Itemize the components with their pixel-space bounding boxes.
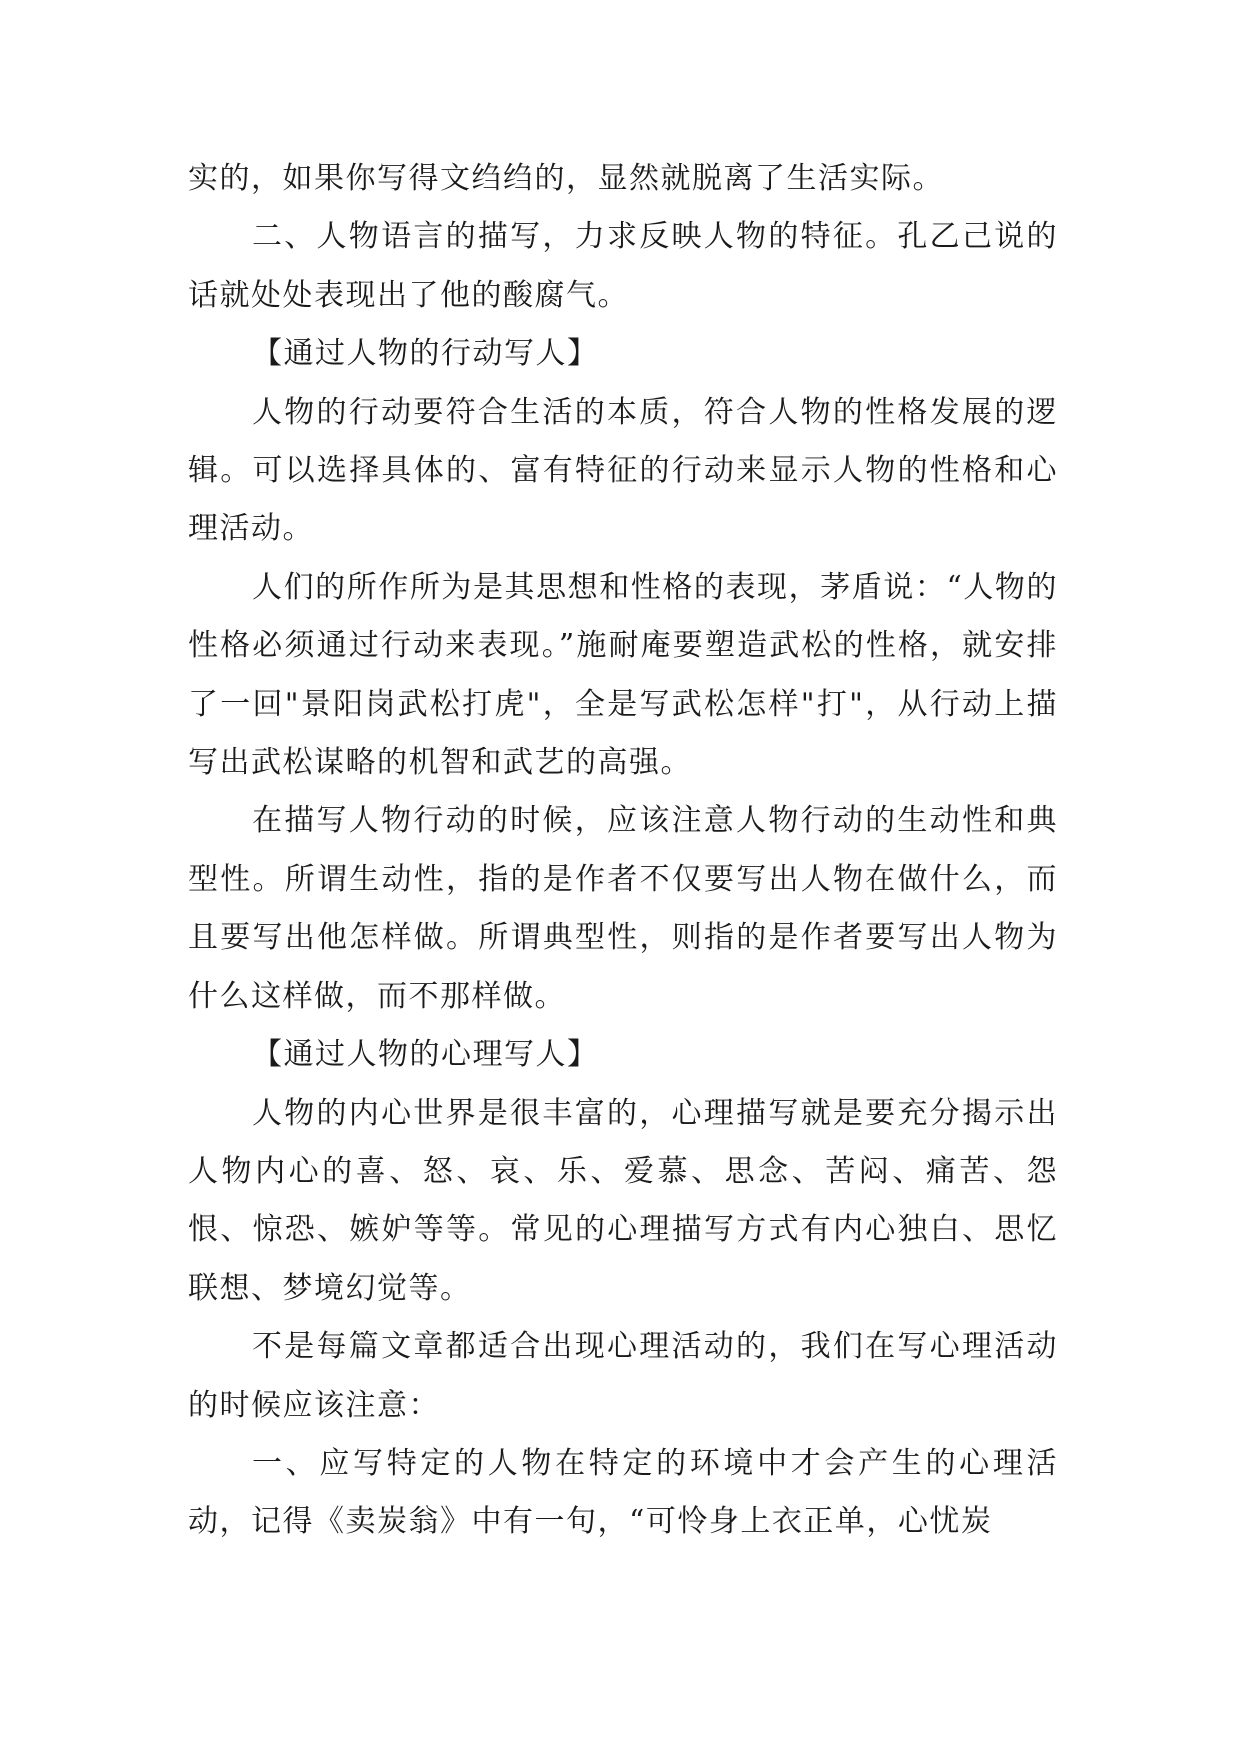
paragraph-psychology-caution: 不是每篇文章都适合出现心理活动的，我们在写心理活动的时候应该注意： [188, 1329, 1058, 1423]
paragraph-inner-world: 人物的内心世界是很丰富的，心理描写就是要充分揭示出人物内心的喜、怒、哀、乐、爱慕、思念、苦闷、痛苦、怨恨、惊恐、嫉妒等等。常见的心理描写方式有内心独白、思忆联想、梦境幻觉等。 [188, 1095, 1058, 1306]
section-heading-action: 【通过人物的行动写人】 [252, 336, 599, 372]
paragraph-action-vividness: 在描写人物行动的时候，应该注意人物行动的生动性和典型性。所谓生动性，指的是作者不仅要写出人物在做什么，而且要写出他怎样做。所谓典型性，则指的是作者要写出人物为什么这样做，而不那样做。 [188, 803, 1058, 1014]
paragraph-continuation: 实的，如果你写得文绉绉的，显然就脱离了生活实际。 [188, 161, 944, 196]
paragraph-action-logic: 人物的行动要符合生活的本质，符合人物的性格发展的逻辑。可以选择具体的、富有特征的行动来显示人物的性格和心理活动。 [188, 394, 1058, 547]
paragraph-specific-environment: 一、应写特定的人物在特定的环境中才会产生的心理活动，记得《卖炭翁》中有一句，“可怜身上衣正单，心忧炭 [188, 1445, 1058, 1540]
section-heading-psychology: 【通过人物的心理写人】 [252, 1037, 599, 1073]
paragraph-action-example: 人们的所作所为是其思想和性格的表现，茅盾说：“人物的性格必须通过行动来表现。”施耐庵要塑造武松的性格，就安排了一回"景阳岗武松打虎"，全是写武松怎样"打"，从行动上描写出武松谋略的机智和武艺的高强。 [188, 569, 1058, 781]
paragraph-language-description: 二、人物语言的描写，力求反映人物的特征。孔乙己说的话就处处表现出了他的酸腐气。 [188, 219, 1058, 313]
document-body [188, 150, 1058, 1552]
